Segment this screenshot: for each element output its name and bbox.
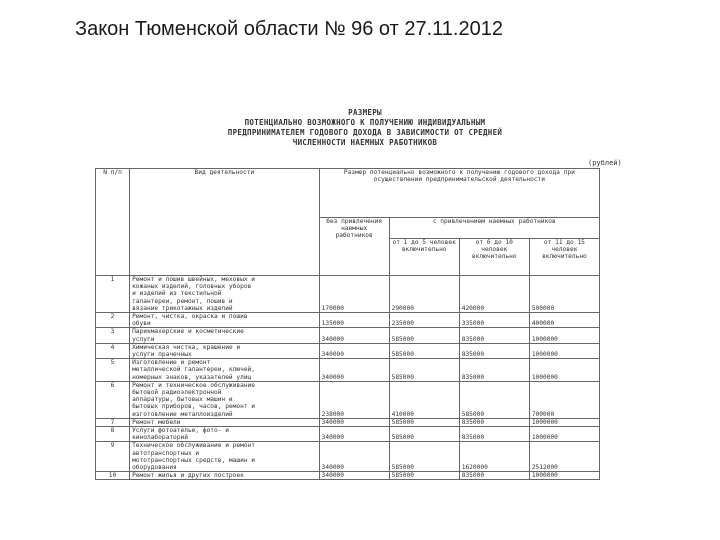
income-value: 340000	[319, 472, 389, 480]
activity-line: металлической галантереи, ключей,	[132, 366, 255, 374]
income-value: 585000	[459, 381, 529, 418]
income-value: 340000	[319, 442, 389, 472]
income-value: 238000	[319, 381, 389, 418]
income-value: 585000	[389, 418, 459, 426]
income-value: 835000	[459, 427, 529, 442]
activity-name	[130, 427, 320, 442]
activity-name	[130, 381, 320, 418]
income-value: 410000	[389, 381, 459, 418]
activity-name	[130, 472, 320, 480]
heading-line: ЧИСЛЕННОСТИ НАЕМНЫХ РАБОТНИКОВ	[292, 138, 438, 147]
activity-name	[130, 328, 320, 343]
header-group: Размер потенциально возможного к получению годового дохода при осуществлении предпринимательской деятельности	[319, 169, 599, 218]
income-value: 340000	[319, 359, 389, 382]
activity-line: обуви	[132, 320, 151, 328]
activity-line: Парикмахерские и косметические	[132, 328, 244, 336]
table-row	[96, 472, 600, 480]
activity-line: Услуги фотоателье, фото- и	[132, 427, 229, 435]
table-row	[96, 359, 600, 382]
activity-name	[130, 418, 320, 426]
row-number: 2	[96, 313, 130, 328]
income-value: 585000	[389, 472, 459, 480]
income-value: 1000000	[529, 418, 599, 426]
activity-name	[130, 276, 320, 313]
activity-line: вязание трикотажных изделий	[132, 304, 233, 312]
income-value: 340000	[319, 343, 389, 358]
activity-line: Ремонт и техническое обслуживание	[132, 381, 255, 389]
header-col-4: от 11 до 15 человек включительно	[529, 239, 599, 276]
income-value: 340000	[319, 328, 389, 343]
header-kind: Вид деятельности	[130, 169, 320, 276]
row-number: 1	[96, 276, 130, 313]
income-value: 835000	[459, 328, 529, 343]
income-value: 835000	[459, 343, 529, 358]
income-value: 835000	[459, 472, 529, 480]
income-value: 1000000	[529, 427, 599, 442]
header-col-2: от 1 до 5 человек включительно	[389, 239, 459, 276]
activity-line: Изготовление и ремонт	[132, 359, 211, 367]
income-value: 135000	[319, 313, 389, 328]
activity-line: галантереи, ремонт, пошив и	[132, 297, 233, 305]
row-number: 8	[96, 427, 130, 442]
activity-line: мототранспортных средств, машин и	[132, 456, 255, 464]
income-value: 1620000	[459, 442, 529, 472]
activity-name	[130, 343, 320, 358]
income-value: 585000	[389, 328, 459, 343]
income-value: 585000	[389, 343, 459, 358]
income-value: 585000	[389, 359, 459, 382]
income-table	[95, 168, 600, 480]
activity-line: услуги прачечных	[132, 351, 192, 359]
table-row	[96, 276, 600, 313]
income-value: 835000	[459, 418, 529, 426]
income-value: 340000	[319, 418, 389, 426]
activity-line: услуги	[132, 335, 155, 343]
income-value: 1000000	[529, 359, 599, 382]
heading-line: ПОТЕНЦИАЛЬНО ВОЗМОЖНОГО К ПОЛУЧЕНИЮ ИНДИВИДУАЛЬНЫМ	[244, 118, 486, 127]
activity-line: Техническое обслуживание и ремонт	[132, 442, 255, 450]
activity-line: номерных знаков, указателей улиц	[132, 373, 252, 381]
income-value: 335000	[459, 313, 529, 328]
activity-name	[130, 313, 320, 328]
income-value: 340000	[319, 427, 389, 442]
income-value: 400000	[529, 313, 599, 328]
header-col-1: без привлечения наемных работников	[319, 218, 389, 276]
activity-name	[130, 442, 320, 472]
row-number: 5	[96, 359, 130, 382]
income-value: 1000000	[529, 328, 599, 343]
table-row	[96, 381, 600, 418]
income-value: 2512000	[529, 442, 599, 472]
table-row	[96, 427, 600, 442]
activity-line: изготовление металлоизделий	[132, 410, 233, 418]
units-label: (рублей)	[588, 159, 622, 167]
header-subgroup: с привлечением наемных работников	[389, 218, 599, 239]
income-value: 835000	[459, 359, 529, 382]
table-row	[96, 343, 600, 358]
activity-line: Химическая чистка, крашение и	[132, 343, 241, 351]
page-title: Закон Тюменской области № 96 от 27.11.2012	[75, 18, 503, 40]
income-value: 585000	[389, 427, 459, 442]
activity-line: Ремонт мебели	[132, 418, 181, 426]
activity-line: Ремонт и пошив швейных, меховых и	[132, 276, 255, 283]
activity-line: Ремонт жилья и других построек	[132, 472, 244, 480]
activity-line: бытовых приборов, часов, ремонт и	[132, 403, 255, 411]
row-number: 10	[96, 472, 130, 480]
table-row	[96, 328, 600, 343]
income-value: 1000000	[529, 472, 599, 480]
income-value: 290000	[389, 276, 459, 313]
header-num: N п/п	[96, 169, 130, 276]
row-number: 7	[96, 418, 130, 426]
heading-line: ПРЕДПРИНИМАТЕЛЕМ ГОДОВОГО ДОХОДА В ЗАВИСИМОСТИ ОТ СРЕДНЕЙ	[227, 128, 503, 137]
row-number: 6	[96, 381, 130, 418]
activity-line: и изделий из текстильной	[132, 290, 222, 298]
activity-line: кожаных изделий, головных уборов	[132, 283, 252, 291]
heading-line: РАЗМЕРЫ	[348, 108, 382, 117]
header-col-3: от 6 до 10 человек включительно	[459, 239, 529, 276]
income-value: 235000	[389, 313, 459, 328]
table-row	[96, 313, 600, 328]
income-value: 170000	[319, 276, 389, 313]
activity-name	[130, 359, 320, 382]
document-heading	[155, 108, 575, 148]
row-number: 3	[96, 328, 130, 343]
scanned-table-image	[95, 108, 622, 518]
table-row	[96, 442, 600, 472]
activity-line: Ремонт, чистка, окраска и пошив	[132, 313, 248, 321]
activity-line: бытовой радиоэлектронной	[132, 389, 222, 397]
activity-line: автотранспортных и	[132, 449, 200, 457]
table-row	[96, 418, 600, 426]
activity-line: кинолабораторий	[132, 434, 188, 442]
table-body	[96, 276, 600, 480]
row-number: 4	[96, 343, 130, 358]
activity-line: оборудования	[132, 464, 177, 472]
row-number: 9	[96, 442, 130, 472]
income-value: 700000	[529, 381, 599, 418]
income-value: 1000000	[529, 343, 599, 358]
income-value: 500000	[529, 276, 599, 313]
income-value: 585000	[389, 442, 459, 472]
income-value: 420000	[459, 276, 529, 313]
activity-line: аппаратуры, бытовых машин и	[132, 396, 233, 404]
